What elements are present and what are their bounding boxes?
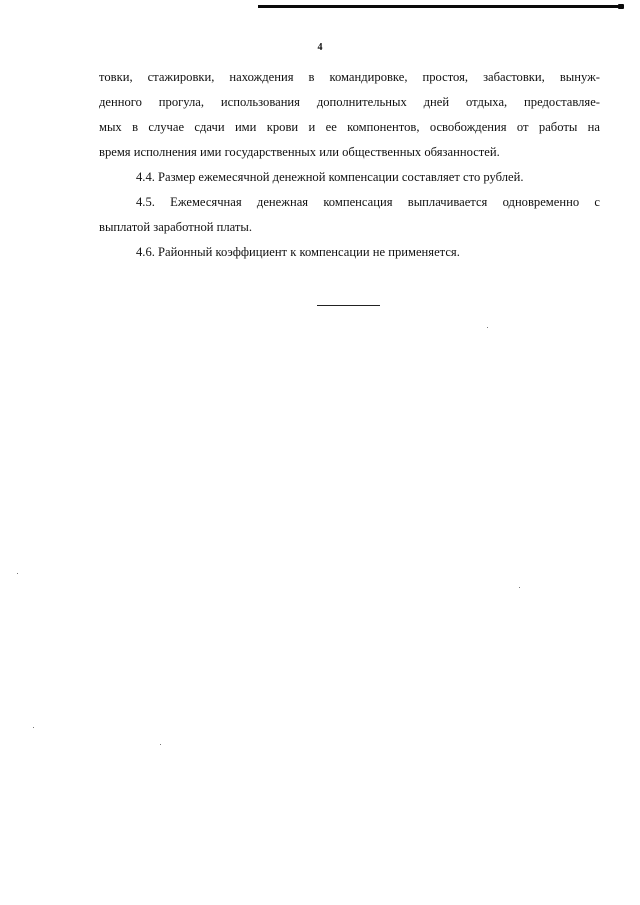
scan-speck (519, 587, 520, 588)
scan-speck (33, 727, 34, 728)
text-line: мых в случае сдачи ими крови и ее компонентов, освобождения от работы на (99, 120, 600, 134)
scan-top-border-line (258, 5, 622, 8)
text-line: время исполнения ими государственных или общественных обязанностей. (99, 145, 500, 159)
text-line: выплатой заработной платы. (99, 220, 253, 234)
document-body (99, 65, 600, 265)
page-number: 4 (317, 42, 323, 53)
clause-4-4 (99, 165, 600, 190)
text-line: денного прогула, использования дополнительных дней отдыха, предоставляе- (99, 95, 600, 109)
text-line: 4.5. Ежемесячная денежная компенсация выплачивается одновременно с (136, 195, 600, 209)
scan-speck (160, 744, 161, 745)
text-line: товки, стажировки, нахождения в командировке, простоя, забастовки, вынуж- (99, 70, 600, 84)
paragraph-continuation (99, 65, 600, 165)
text-line: 4.6. Районный коэффициент к компенсации не применяется. (136, 245, 460, 259)
text-line: 4.4. Размер ежемесячной денежной компенсации составляет сто рублей. (136, 170, 524, 184)
scan-speck (17, 573, 18, 574)
clause-4-5 (99, 190, 600, 240)
scan-speck (487, 327, 488, 328)
end-of-text-rule (317, 305, 380, 306)
clause-4-6 (99, 240, 600, 265)
